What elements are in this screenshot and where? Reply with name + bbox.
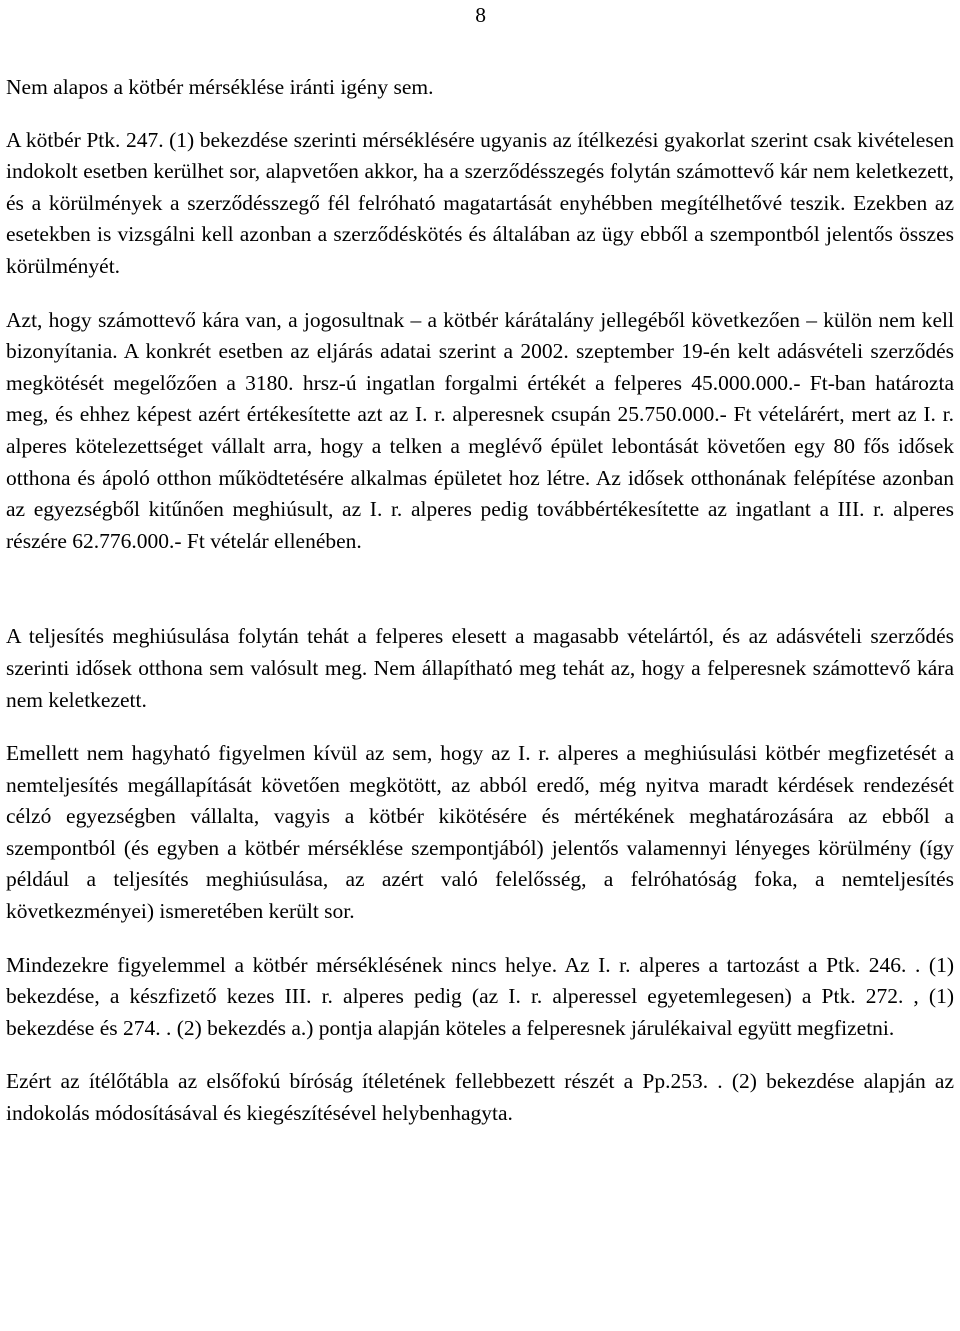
paragraph-kotber-mersekles: A kötbér Ptk. 247. (1) bekezdése szerinti mérséklésére ugyanis az ítélkezési gyakorlat szerint csak kivételesen indokolt esetben kerülhet sor, alapvetően akkor, ha a szerződésszegés folytán számottevő kár nem keletkezett, és a körülmények a szerződésszegő fél felróható magatartását enyhébben megítélhetővé teszik. Ezekben az esetekben is vizsgálni kell azonban a szerződéskötés és általában az ügy ebből a szempontból jelentős összes körülményét.: [6, 127, 954, 278]
paragraph-intro: Nem alapos a kötbér mérséklése iránti igény sem.: [6, 75, 434, 99]
paragraph-megfizetes: Mindezekre figyelemmel a kötbér mérséklésének nincs helye. Az I. r. alperes a tartozást a Ptk. 246. . (1) bekezdése, a készfizető kezes III. r. alperes pedig (az I. r. alperessel egyetemlegesen) a Ptk. 272. , (1) bekezdése és 274. . (2) bekezdés a.) pontja alapján köteles a felperesnek járulékaival együtt megfizetni.: [6, 952, 954, 1040]
page-number: 8: [475, 3, 486, 27]
paragraph-egyezseg: Emellett nem hagyható figyelmen kívül az sem, hogy az I. r. alperes a meghiúsulási kötbér megfizetését a nemteljesítés megállapítását követően megkötött, az abból eredő, még nyitva maradt kérdések rendezését célzó egyezségben vállalta, vagyis a kötbér kikötésére és mértékének meghatározására az ebből a szempontból (és egyben a kötbér mérséklése szempontjából) jelentős valamennyi lényeges körülmény (így például a teljesítés meghiúsulása, az azért való felelősség, a felróhatóság foka, a nemteljesítés következményei) ismeretében került sor.: [6, 741, 954, 924]
paragraph-teljesites-meghiusulasa: A teljesítés meghiúsulása folytán tehát a felperes elesett a magasabb vételártól, és az adásvételi szerződés szerinti idősek otthona sem valósult meg. Nem állapítható meg tehát az, hogy a felperesnek számottevő kára nem keletkezett.: [6, 624, 954, 712]
document-body: [6, 72, 954, 1130]
paragraph-szamottevo-kar: Azt, hogy számottevő kára van, a jogosultnak – a kötbér kárátalány jellegéből következően – külön nem kell bizonyítania. A konkrét esetben az eljárás adatai szerint a 2002. szeptember 19-én kelt adásvételi szerződés megkötését megelőzően a 3180. hrsz-ú ingatlan forgalmi értékét a felperes 45.000.000.- Ft-ban határozta meg, és ehhez képest azért értékesítette azt az I. r. alperesnek csupán 25.750.000.- Ft vételárért, mert az I. r. alperes kötelezettséget vállalt arra, hogy a telken a meglévő épület lebontását követően egy 80 fős idősek otthona és ápoló otthon működtetésére alkalmas épületet hoz létre. Az idősek otthonának felépítése azonban az egyezségből kitűnően meghiúsult, az I. r. alperes pedig továbbértékesítette az ingatlant a III. r. alperes részére 62.776.000.- Ft vételár ellenében.: [6, 307, 954, 553]
paragraph-helybenhagyas: Ezért az ítélőtábla az elsőfokú bíróság ítéletének fellebbezett részét a Pp.253. . (2) bekezdése alapján az indokolás módosításával és kiegészítésével helybenhagyta.: [6, 1069, 954, 1126]
